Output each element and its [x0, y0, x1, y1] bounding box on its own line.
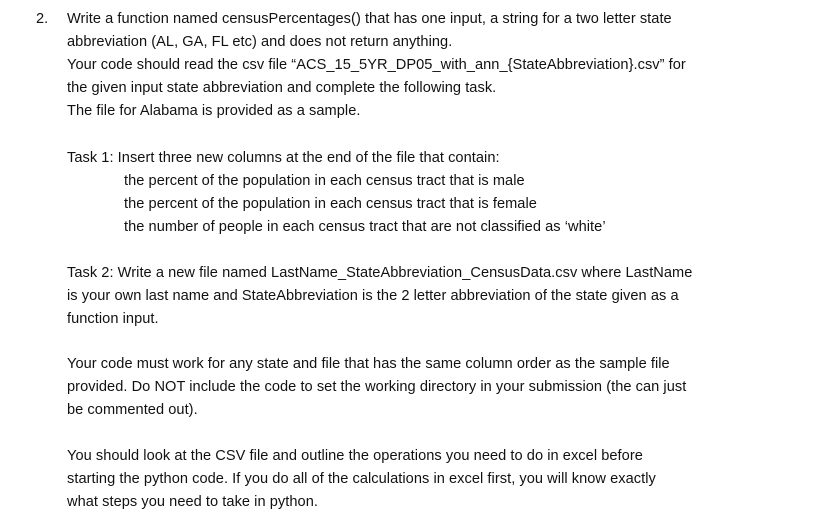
advice-line: You should look at the CSV file and outline the operations you need to do in excel before [67, 448, 643, 464]
task1-heading: Task 1: Insert three new columns at the end of the file that contain: [67, 150, 500, 166]
task2-line: Task 2: Write a new file named LastName_StateAbbreviation_CensusData.csv where LastName [67, 265, 693, 281]
question-number: 2. [36, 11, 49, 27]
requirements-line: be commented out). [67, 402, 198, 418]
advice-line: what steps you need to take in python. [67, 494, 318, 510]
task2-line: function input. [67, 311, 159, 327]
requirements-line: provided. Do NOT include the code to set the working directory in your submission (the can just [67, 379, 687, 395]
intro-line: Your code should read the csv file “ACS_15_5YR_DP05_with_ann_{StateAbbreviation}.csv” for [67, 57, 686, 73]
intro-line: the given input state abbreviation and complete the following task. [67, 80, 497, 96]
task1-item: the percent of the population in each census tract that is female [124, 196, 537, 212]
advice-line: starting the python code. If you do all of the calculations in excel first, you will know exactly [67, 471, 656, 487]
task1-item: the percent of the population in each census tract that is male [124, 173, 525, 189]
intro-line: The file for Alabama is provided as a sample. [67, 103, 361, 119]
intro-line: abbreviation (AL, GA, FL etc) and does not return anything. [67, 34, 453, 50]
task1-item: the number of people in each census tract that are not classified as ‘white’ [124, 219, 606, 235]
task2-line: is your own last name and StateAbbreviation is the 2 letter abbreviation of the state given as a [67, 288, 679, 304]
intro-line: Write a function named censusPercentages() that has one input, a string for a two letter state [67, 11, 672, 27]
requirements-line: Your code must work for any state and file that has the same column order as the sample file [67, 356, 670, 372]
